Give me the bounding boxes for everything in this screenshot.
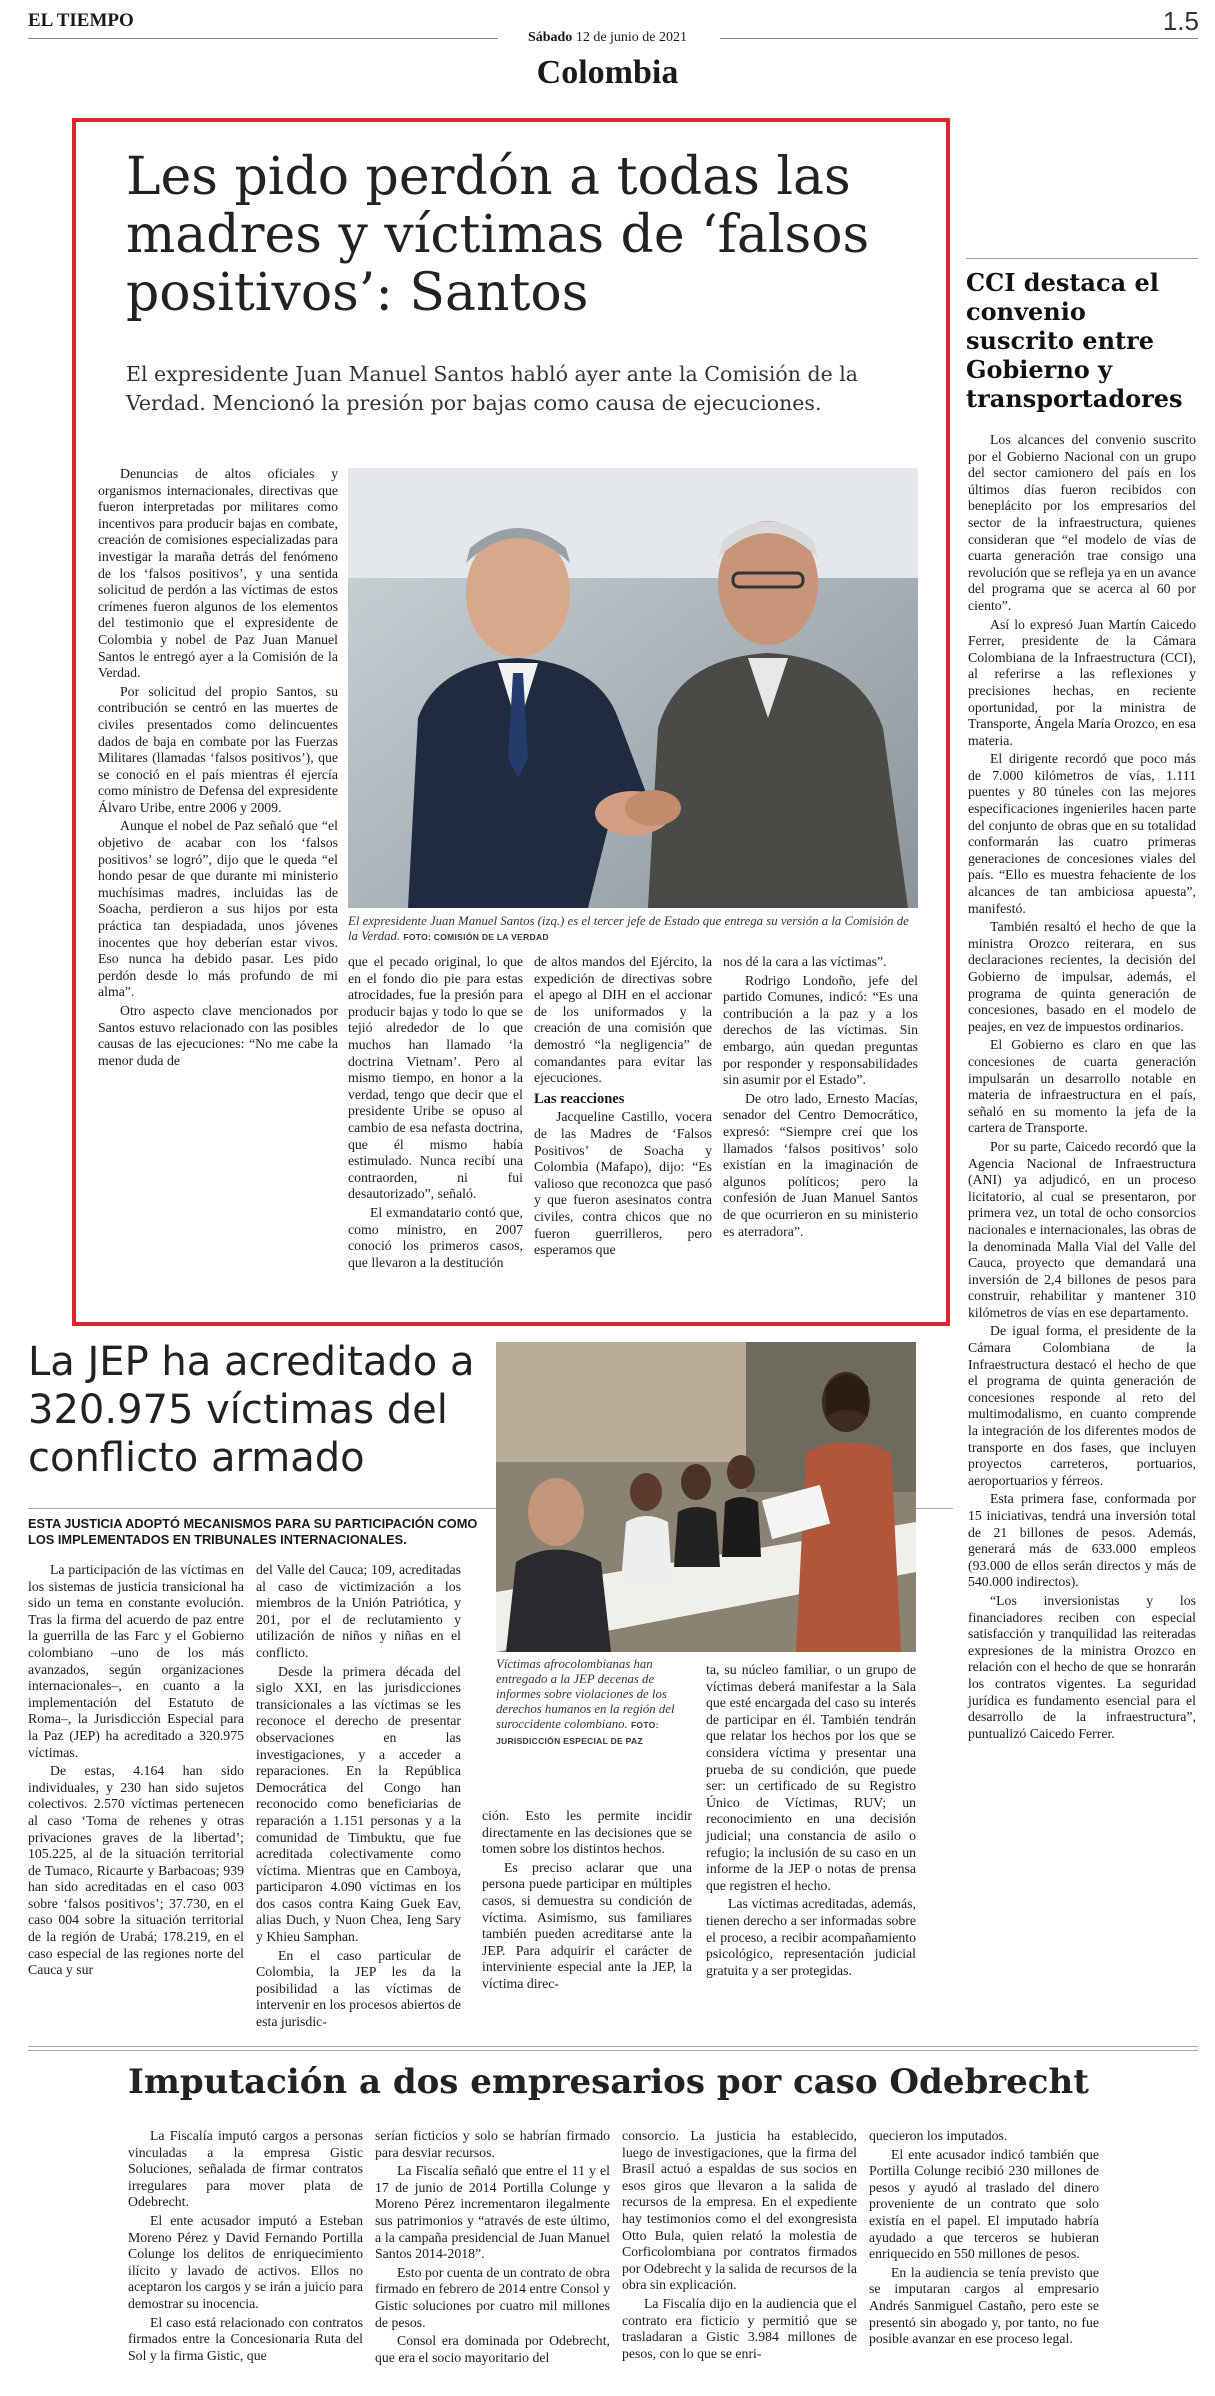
divider: [28, 2050, 1198, 2051]
paragraph: Las víctimas acreditadas, además, tienen derecho a ser informadas sobre el proceso, a recibir acompañamiento psicológico, representación judicial gratuita y a ser protegidas.: [706, 1896, 916, 1978]
paragraph: En el caso particular de Colombia, la JEP les da la posibilidad a las víctimas de intervenir en los procesos abiertos de esta jurisdic-: [256, 1947, 461, 2030]
main-column-4: [723, 954, 918, 1242]
caption-text: El expresidente Juan Manuel Santos (izq.) es el tercer jefe de Estado que entrega su versión a la Comisión de la Verdad.: [348, 914, 909, 943]
paragraph: Desde la primera década del siglo XXI, en las jurisdicciones transicionales a las víctimas se les reconoce el derecho de presentar observaciones en las investigaciones, y a acceder a reparaciones. En la República Democrática del Congo han reconocido como beneficiarias de reparación a 1.151 personas y a la comunidad de Timbuktu, que fue acreditada colectivamente como víctima. Mientras que en Camboya, participaron 4.090 víctimas en los dos casos contra Kaing Guek Eav, alias Duch, y Nuon Chea, Ieng Sary y Khieu Samphan.: [256, 1663, 461, 1945]
sidebar-headline[interactable]: CCI destaca el convenio suscrito entre Gobierno y transportadores: [966, 268, 1183, 413]
jep-column-3: [482, 1808, 692, 1995]
main-headline[interactable]: Les pido perdón a todas las madres y víctimas de ‘falsos positivos’: Santos: [126, 147, 870, 323]
jep-column-4: [706, 1662, 916, 1981]
paragraph: La Fiscalía señaló que entre el 11 y el 17 de junio de 2014 Portilla Colunge y Moreno Pérez incrementaron ilegalmente sus patrimonios y “através de este último, a la campaña presidencial de Juan Manuel Santos 2014-2018”.: [375, 2163, 610, 2262]
masthead-logo[interactable]: EL TIEMPO: [28, 10, 134, 31]
paragraph: Denuncias de altos oficiales y organismos internacionales, directivas que fueron interpretadas por militares como incentivos para producir bajas en combate, creación de comisiones especializadas para investigar la maraña detrás del fenómeno de los ‘falsos positivos’, y una sentida solicitud de perdón a las víctimas de estos crímenes fueron algunos de los elementos del testimonio que el expresidente de Colombia y nobel de Paz Juan Manuel Santos le entregó ayer a la Comisión de la Verdad.: [98, 466, 338, 681]
paragraph: nos dé la cara a las víctimas”.: [723, 954, 887, 969]
photo-caption: [496, 1657, 696, 1749]
odebrecht-column-1: [128, 2128, 363, 2366]
jep-column-1: [28, 1562, 244, 1981]
paragraph: También resaltó el hecho de que la ministra Orozco reiterara, en sus declaraciones recientes, la decisión del Gobierno de impulsar, además, el programa de quinta generación de concesiones, basado en el modelo de peajes, en vez de impuestos ordinarios.: [968, 919, 1196, 1034]
paragraph: serían ficticios y solo se habrían firmado para desviar recursos.: [375, 2128, 610, 2160]
paragraph: Aunque el nobel de Paz señaló que “el objetivo de acabar con los ‘falsos positivos’ se logró”, dijo que le queda “el hondo pesar de que durante mi ministerio muchísimas madres, incluidas las de Soacha, perdieron a sus hijos por esta práctica tan despiadada, unos jóvenes inocentes que hoy deberían estar vivos. Eso nunca ha debido pasar. Les pido perdón desde lo más profundo de mi alma”.: [98, 818, 338, 1000]
paragraph: Los alcances del convenio suscrito por el Gobierno Nacional con un grupo del sector camionero del país en los últimos días fueron recibidos con beneplácito por los empresarios del sector de la infraestructura, quienes consideran que “el modelo de vías de cuarta generación trae consigo una revolución que se refleja ya en un avance del programa que se acerca al 60 por ciento”.: [968, 432, 1196, 613]
paragraph: Así lo expresó Juan Martín Caicedo Ferrer, presidente de la Cámara Colombiana de la Infraestructura (CCI), al referirse a las reflexiones y precisiones hechas, en reciente oportunidad, por la ministra de Transporte, Ángela María Orozco, en esa materia.: [968, 616, 1196, 748]
paragraph: Esto por cuenta de un contrato de obra firmado en febrero de 2014 entre Consol y Gistic soluciones por cuatro mil millones de pesos.: [375, 2264, 610, 2330]
paragraph: El Gobierno es claro en que las concesiones de cuarta generación impulsarán un desarrollo notable en materia de infraestructura en el país, señaló en su momento la jefa de la cartera de Transporte.: [968, 1037, 1196, 1136]
paragraph: De igual forma, el presidente de la Cámara Colombiana de la Infraestructura destacó el hecho de que el programa de quinta generación de concesiones responde al reto del multimodalismo, en cuanto comprende la integración de los diferentes modos de transporte en dos fases, que incluyen proyectos carreteros, portuarios, aeroportuarios y férreos.: [968, 1323, 1196, 1488]
paragraph: “Los inversionistas y los financiadores reciben con especial satisfacción y tranquilidad las reiteradas expresiones de la ministra Orozco en relación con el hecho de que se honrarán los contratos vigentes. La seguridad jurídica es fundamento esencial para el desarrollo de la infraestructura”, puntualizó Caicedo Ferrer.: [968, 1592, 1196, 1741]
jep-dek: ESTA JUSTICIA ADOPTÓ MECANISMOS PARA SU PARTICIPACIÓN COMO LOS IMPLEMENTADOS EN TRIBUNALES INTERNACIONALES.: [28, 1516, 478, 1547]
paragraph: Esta primera fase, conformada por 15 iniciativas, tendrá una inversión total de 21 billones de pesos. Además, generará más de 633.000 empleos (93.000 de ellos serán directos y más de 540.000 indirectos).: [968, 1491, 1196, 1590]
paragraph: Es preciso aclarar que una persona puede participar en múltiples casos, si demuestra su condición de víctima. Asimismo, sus familiares también pueden acreditarse ante la JEP. Para adquirir el carácter de interviniente especial ante la JEP, la víctima direc-: [482, 1859, 692, 1991]
sidebar-body: [968, 432, 1196, 1744]
main-column-1: [98, 466, 338, 1071]
photo-credit: FOTO: COMISIÓN DE LA VERDAD: [403, 932, 549, 942]
odebrecht-column-3: [622, 2128, 857, 2364]
page-number: 1.5: [1162, 6, 1199, 36]
paragraph: Por su parte, Caicedo recordó que la Agencia Nacional de Infraestructura (ANI) ya adjudicó, en un proceso licitatorio, al cual se presentaron, por primera vez, un total de ocho consorcios nacionales e internacionales, las obras de la denominada Malla Vial del Valle del Cauca, proyecto que demandará una inversión de 2,4 billones de pesos para construir, rehabilitar y mantener 310 kilómetros de vías en ese departamento.: [968, 1138, 1196, 1320]
main-column-2: [348, 954, 523, 1273]
odebrecht-headline[interactable]: Imputación a dos empresarios por caso Odebrecht: [128, 2062, 1089, 2102]
divider: [28, 2046, 1198, 2047]
jep-column-2: [256, 1562, 461, 2033]
photo-credit: FOTO: JURISDICCIÓN ESPECIAL DE PAZ: [496, 1720, 659, 1746]
photo-victims-meeting[interactable]: [496, 1342, 916, 1652]
paragraph: quecieron los imputados.: [869, 2128, 1008, 2143]
paragraph: El ente acusador imputó a Esteban Moreno Pérez y David Fernando Portilla Colunge los delitos de enriquecimiento ilícito y lavado de activos. Ellos no aceptaron los cargos y se irán a juicio para demostrar su inocencia.: [128, 2212, 363, 2311]
paragraph: El ente acusador indicó también que Portilla Colunge recibió 230 millones de pesos y ayudó al traslado del dinero proveniente de un contrato que solo existía en el papel. El imputado habría ayudado a que terceros se hubieran enriquecido en 550 millones de pesos.: [869, 2146, 1099, 2262]
paragraph: La Fiscalía dijo en la audiencia que el contrato era ficticio y permitió que se trasladaran a Gistic 3.984 millones de pesos, con lo que se enri-: [622, 2295, 857, 2361]
caption-text: Víctimas afrocolombianas han entregado a la JEP decenas de informes sobre violaciones de los derechos humanos en la región del suroccidente colombiano.: [496, 1657, 675, 1731]
paragraph: La Fiscalía imputó cargos a personas vinculadas a la empresa Gistic Soluciones, señalada de firmar contratos irregulares para mover plata de Odebrecht.: [128, 2128, 363, 2210]
paragraph: que el pecado original, lo que en el fondo dio pie para estas atrocidades, fue la presión para producir bajas y todo lo que se tejió alrededor de lo que muchos han llamado ‘la doctrina Vietnam’. Pero al mismo tiempo, en honor a la verdad, tengo que decir que el presidente Uribe se opuso al cambio de esa nefasta doctrina, que él mismo había estimulado. Nunca recibí una contraorden, ni fui desautorizado”, señaló.: [348, 954, 523, 1202]
main-column-3: [534, 954, 712, 1261]
paragraph: De otro lado, Ernesto Macías, senador del Centro Democrático, expresó: “Siempre creí que los llamados ‘falsos positivos’ solo existían en la imaginación de algunos políticos; pero la confesión de Juan Manuel Santos de que ocurrieron en su ministerio es aterradora”.: [723, 1090, 918, 1239]
section-title: Colombia: [536, 54, 679, 91]
paragraph: En la audiencia se tenía previsto que se imputaran cargos al empresario Andrés Sanmiguel Castaño, pero este se presentó sin abogado y, por tanto, no fue posible avanzar en ese proceso legal.: [869, 2264, 1099, 2347]
paragraph: El exmandatario contó que, como ministro, en 2007 conoció los primeros casos, que llevaron a la destitución: [348, 1204, 523, 1270]
paragraph: ta, su núcleo familiar, o un grupo de víctimas deberá manifestar a la Sala que esté encargada del caso su interés de participar en él. También tendrán que relatar los hechos por los que se considera víctima y presentar una prueba de su condición, que puede ser: un certificado de su Registro Único de Víctimas, RUV; un reconocimiento en una decisión judicial; una constancia de asilo o refugio; la inclusión de su caso en un informe de la JEP o notas de prensa que registren el hecho.: [706, 1662, 916, 1893]
paragraph: La participación de las víctimas en los sistemas de justicia transicional ha sido un tema en constante evolución. Tras la firma del acuerdo de paz entre la guerrilla de las Farc y el Gobierno colombiano –uno de los más avanzados, según organizaciones internacionales–, en cuanto a la implementación del Estatuto de Roma–, la Jurisdicción Especial para la Paz (JEP) ha acreditado a 320.975 víctimas.: [28, 1562, 244, 1760]
photo-caption: [348, 914, 918, 945]
photo-victims-meeting-illustration: [496, 1342, 916, 1652]
paragraph: Por solicitud del propio Santos, su contribución se centró en las muertes de civiles presentados como delincuentes dados de baja en combate por las Fuerzas Militares (llamadas ‘falsos positivos’), que se conoció en el país mientras él ejercía como ministro de Defensa del expresidente Álvaro Uribe, entre 2006 y 2009.: [98, 683, 338, 815]
paragraph: de altos mandos del Ejército, la expedición de directivas sobre el apego al DIH en el accionar de los uniformados y la creación de una comisión que demostró “la negligencia” de comandantes para evitar las ejecuciones.: [534, 954, 712, 1086]
dateline-day: Sábado: [527, 30, 573, 45]
photo-handshake-illustration: [348, 468, 918, 908]
photo-handshake[interactable]: [348, 468, 918, 908]
main-dek: El expresidente Juan Manuel Santos habló ayer ante la Comisión de la Verdad. Mencionó la presión por bajas como causa de ejecuciones.: [126, 362, 859, 415]
jep-headline[interactable]: La JEP ha acreditado a 320.975 víctimas del conflicto armado: [28, 1339, 475, 1481]
paragraph: Rodrigo Londoño, jefe del partido Comunes, indicó: “Es una contribución a la paz y a los derechos de las víctimas. Sin embargo, aún quedan preguntas por responder y responsabilidades sin asumir por el Estado”.: [723, 972, 918, 1088]
paragraph: Jacqueline Castillo, vocera de las Madres de ‘Falsos Positivos’ de Soacha y Colombia (Mafapo), dijo: “Es valioso que reconozca que pasó y que fueron asesinatos contra civiles, contra chicos que no fueron guerrilleros, pero esperamos que: [534, 1109, 712, 1258]
paragraph: Consol era dominada por Odebrecht, que era el socio mayoritario del: [375, 2333, 610, 2365]
dateline-date: 12 de junio de 2021: [572, 30, 688, 45]
paragraph: El dirigente recordó que poco más de 7.000 kilómetros de vías, 1.111 puentes y 80 túneles con las mejores especificaciones ingenieriles hacen parte del conjunto de obras que en su totalidad conformarán las cuatro primeras generaciones de concesiones viales del país. “Ello es muestra fehaciente de los alcances de tan ambiciosa apuesta”, manifestó.: [968, 751, 1196, 916]
paragraph: Otro aspecto clave mencionados por Santos estuvo relacionado con las posibles causas de las ejecuciones: “No me cabe la menor duda de: [98, 1003, 338, 1068]
odebrecht-column-2: [375, 2128, 610, 2368]
paragraph: De estas, 4.164 han sido individuales, y 230 han sido sujetos colectivos. 2.570 víctimas pertenecen al caso ‘Toma de rehenes y otras privaciones graves de la libertad’; 105.225, al de la situación territorial de Tumaco, Ricaurte y Barbacoas; 939 han sido acreditadas en el caso 003 sobre ‘falsos positivos’; 37.730, en el caso 004 sobre la situación territorial de la región de Urabá; 178.219, en el caso especial de las regiones norte del Cauca y sur: [28, 1763, 244, 1978]
dateline: [0, 30, 1215, 46]
paragraph: consorcio. La justicia ha establecido, luego de investigaciones, que la firma del Brasil actuó a espaldas de sus socios en esos giros que llevaron a la salida de recursos de la empresa. En el expediente hay testimonios como el del exongresista Otto Bula, quien relató la molestia de Corficolombiana por contratos firmados por Odebrecht y la salida de recursos de la obra sin explicación.: [622, 2128, 857, 2293]
paragraph: del Valle del Cauca; 109, acreditadas al caso de victimización a los miembros de la Unión Patriótica, y 201, por el de reclutamiento y utilización de niños y niñas en el conflicto.: [256, 1562, 461, 1660]
odebrecht-column-4: [869, 2128, 1099, 2350]
paragraph: ción. Esto les permite incidir directamente en las decisiones que se tomen sobre los distintos hechos.: [482, 1808, 692, 1857]
divider: [966, 258, 1198, 259]
subhead: Las reacciones: [534, 1090, 625, 1107]
paragraph: El caso está relacionado con contratos firmados entre la Concesionaria Ruta del Sol y la firma Gistic, que: [128, 2314, 363, 2363]
